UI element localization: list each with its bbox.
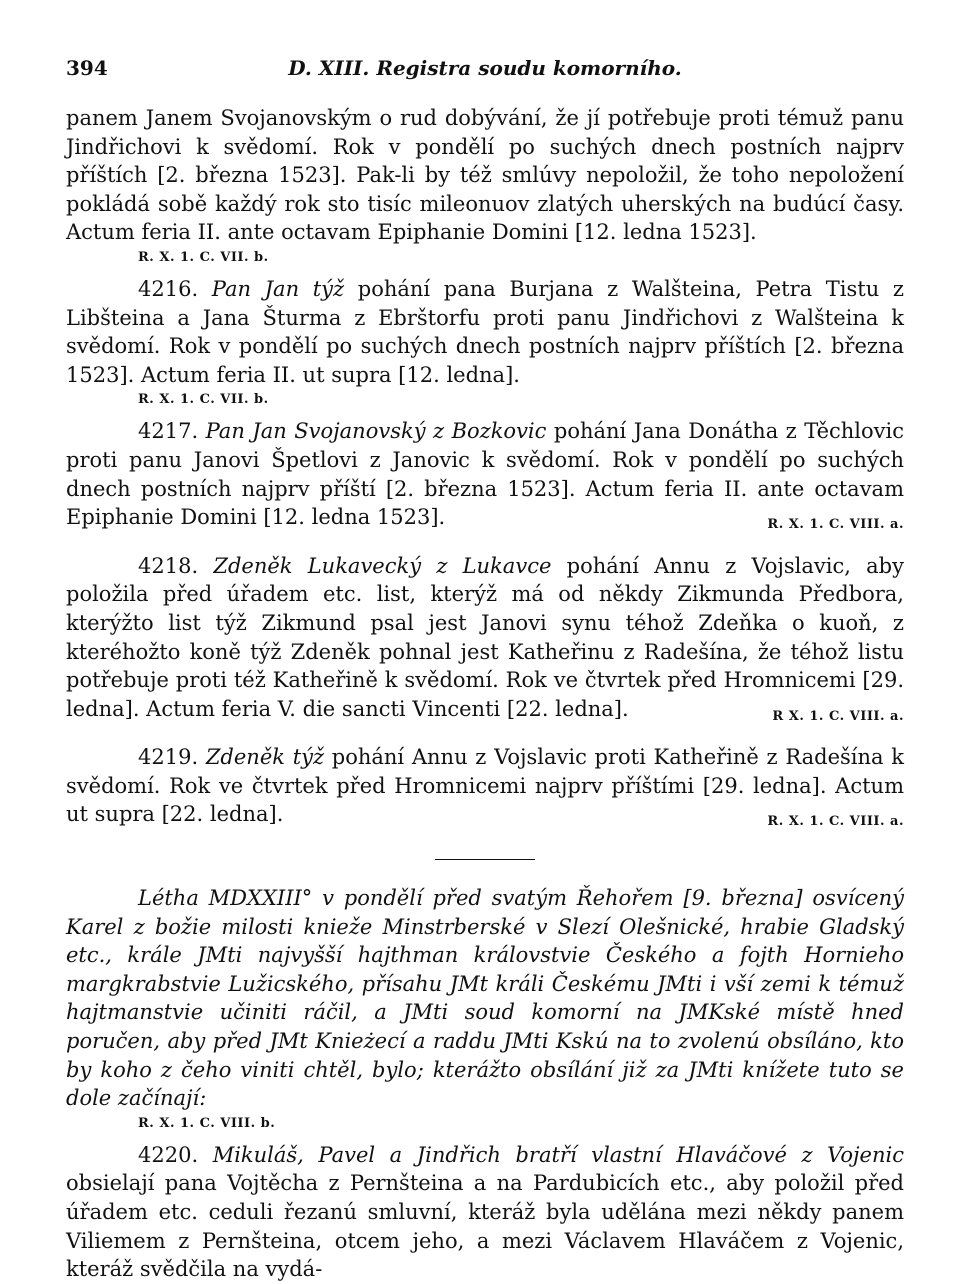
archive-signature: R. X. 1. C. VIII. a. xyxy=(767,814,904,830)
archive-signature: R. X. 1. C. VIII. b. xyxy=(138,1115,276,1131)
entry-paragraph xyxy=(66,417,904,539)
entry-text: pohání Annu z Vojslavic proti Katheřině z Radešína k svědomí. Rok ve čtvrtek před Hromnicemi najprv příštími [29. ledna]. Actum ut supra [22. ledna]. xyxy=(66,745,904,827)
preamble-paragraph xyxy=(66,884,904,1113)
entry-text: pohání Annu z Vojslavic, aby položila před úřadem etc. list, kterýž má od někdy Zikmunda Předbora, kterýžto list týž Zikmund psal jest Janovi synu téhož Zdeňka o kuoň, z kteréhožto koně týž Zdeněk pohnal jest Katheřinu z Radešína, že téhož listu potřebuje proti též Katheřině k svědomí. Rok ve čtvrtek před Hromnicemi [29. ledna]. Actum feria V. die sancti Vincenti [22. ledna]. xyxy=(66,553,904,721)
archive-signature: R X. 1. C. VIII. a. xyxy=(772,708,904,724)
entry-text: pohání pana Burjana z Walšteina, Petra Tistu z Libšteina a Jana Šturma z Ebrštorfu proti panu Jindřichovi z Walšteina k svědomí. Rok v pondělí po suchých dnech postních najprv příštích [2. března 1523]. Actum feria II. ut supra [12. ledna]. xyxy=(66,276,904,387)
entry-4220 xyxy=(66,1141,904,1284)
entry-number: 4219. xyxy=(138,745,199,770)
archive-signature: R. X. 1. C. VIII. a. xyxy=(767,517,904,533)
entry-paragraph xyxy=(66,552,904,732)
entry-party: Zdeněk Lukavecký z Lukavce xyxy=(213,553,552,578)
entry-party: Pan Jan týž xyxy=(211,276,345,301)
entry-paragraph xyxy=(66,275,904,389)
entry-party: Zdeněk týž xyxy=(205,745,325,770)
entry-number: 4220. xyxy=(138,1142,199,1167)
entry-text: pohání Jana Donátha z Těchlovic proti panu Janovi Špetlovi z Janovic k svědomí. Rok v pondělí po suchých dnech postních najprv příští [2. března 1523]. Actum feria II. ante octavam Epiphanie Domini [12. ledna 1523]. xyxy=(66,419,905,530)
entry-number: 4217. xyxy=(138,419,199,444)
entry-party: Mikuláš, Pavel a Jindřich bratří vlastní Hlaváčové z Vojenic xyxy=(212,1142,904,1167)
page-body xyxy=(66,104,904,1284)
entry-4216 xyxy=(66,275,904,411)
entry-4219 xyxy=(66,743,904,837)
entry-number: 4216. xyxy=(138,276,199,301)
archive-signature: R. X. 1. C. VII. b. xyxy=(138,249,269,265)
entry-paragraph xyxy=(66,743,904,837)
entry-number: 4218. xyxy=(138,553,199,578)
page-header xyxy=(66,56,904,86)
entry-party: Pan Jan Svojanovský z Bozkovic xyxy=(205,419,547,444)
entry-paragraph xyxy=(66,1141,904,1284)
entry-text: obsielají pana Vojtěcha z Pernšteina a na Pardubicích etc., aby položil před úřadem etc. ceduli řezanú smluvní, kteráž byla udělána mezi někdy panem Viliemem z Pernšteina, otcem jeho, a mezi Václavem Hlaváčem z Vojenic, kteráž svědčila na vydá- xyxy=(66,1171,904,1282)
preamble-text: Létha MDXXIII° v pondělí před svatým Řehořem [9. březnа] osvícený Karel z božie milosti knieže Minstrberské v Slezí Olešnické, hrabie Gladský etc., krále JMti najvyšší hajthman královstvie Českého a fojth Hornieho margkrabstvie Lužicského, přísahu JMt králi Českému JMti i vší zemi k témuž hajtmanstvie učiniti ráčil, a JMti soud komorní na JMKské místě hned poručen, aby před JMt Knieżecí a raddu JMti Kskú na to zvolenú obsíláno, kto by koho z čeho viniti chtěl, bylo; kterážto obsílání již za JMti knížete tuto se dole začínají: xyxy=(66,886,904,1111)
intro-paragraph xyxy=(66,104,904,247)
running-title: D. XIII. Registra soudu komorního. xyxy=(288,56,682,80)
section-divider xyxy=(435,859,535,860)
entry-4218 xyxy=(66,552,904,732)
archive-signature: R. X. 1. C. VII. b. xyxy=(138,392,269,408)
entry-4217 xyxy=(66,417,904,539)
intro-text: panem Janem Svojanovským o rud dobývání, že jí potřebuje proti témuž panu Jindřichovi k svědomí. Rok v pondělí po suchých dnech postních najprv příštích [2. března 1523]. Pak-li by též smlúvy nepoložil, že toho nepoložení pokládá sobě každý rok sto tisíc mileonuov zlatých uherských na budúcí časy. Actum feria II. ante octavam Epiphanie Domini [12. ledna 1523]. xyxy=(66,106,904,245)
page-number: 394 xyxy=(66,56,108,80)
